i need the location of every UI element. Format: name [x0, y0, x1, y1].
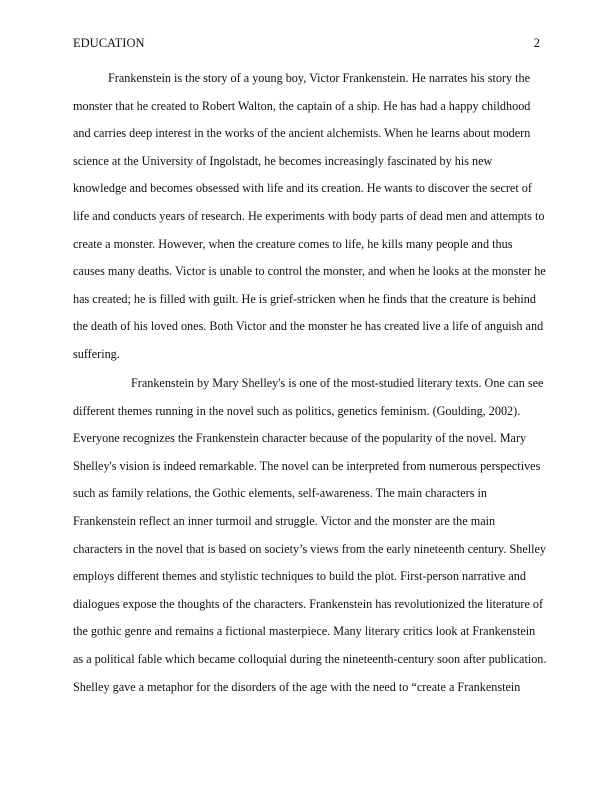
paragraph-line: science at the University of Ingolstadt, he becomes increasingly fascinated by his new [73, 153, 493, 168]
paragraph-line: such as family relations, the Gothic elements, self-awareness. The main characters in [73, 486, 487, 501]
paragraph-line: Frankenstein is the story of a young boy, Victor Frankenstein. He narrates his story the [108, 71, 531, 85]
paragraph-line: different themes running in the novel such as politics, genetics feminism. (Goulding, 2002). [73, 403, 521, 418]
paragraph-line: life and conducts years of research. He experiments with body parts of dead men and attempts to [73, 209, 545, 223]
paragraph-line: dialogues expose the thoughts of the characters. Frankenstein has revolutionized the literature of [73, 596, 544, 611]
paragraph-line: Shelley gave a metaphor for the disorders of the age with the need to “create a Frankenstein [73, 679, 521, 694]
paragraph-line: Shelley's vision is indeed remarkable. The novel can be interpreted from numerous perspectives [73, 458, 541, 473]
paragraph-line: Everyone recognizes the Frankenstein character because of the popularity of the novel. Mary [73, 431, 527, 446]
paragraph-line: create a monster. However, when the creature comes to life, he kills many people and thus [73, 236, 513, 251]
paragraph-line: Frankenstein reflect an inner turmoil and struggle. Victor and the monster are the main [73, 514, 496, 528]
paragraph-line: as a political fable which became colloquial during the nineteenth-century soon after publication. [73, 652, 547, 666]
paragraph-line: monster that he created to Robert Walton, the captain of a ship. He has had a happy childhood [73, 98, 531, 113]
paragraph-line: characters in the novel that is based on society’s views from the early nineteenth century. Shelley [73, 541, 547, 556]
paragraph-line: causes many deaths. Victor is unable to control the monster, and when he looks at the monster he [73, 264, 546, 279]
paragraph-line: Frankenstein by Mary Shelley's is one of the most-studied literary texts. One can see [131, 376, 544, 390]
paragraph-line: and carries deep interest in the works of the ancient alchemists. When he learns about modern [73, 126, 531, 141]
paragraph-line: suffering. [73, 347, 120, 361]
paragraph-line: has created; he is filled with guilt. He is grief-stricken when he finds that the creature is behind [73, 291, 536, 306]
paragraph-line: knowledge and becomes obsessed with life and its creation. He wants to discover the secret of [73, 181, 532, 196]
page-number: 2 [533, 36, 540, 50]
paragraph-line: the death of his loved ones. Both Victor and the monster he has created live a life of anguish and [73, 319, 544, 334]
paragraph-line: the gothic genre and remains a fictional masterpiece. Many literary critics look at Frankenstein [73, 624, 536, 639]
running-head: EDUCATION [73, 36, 145, 50]
paragraph-line: employs different themes and stylistic techniques to build the plot. First-person narrative and [73, 569, 526, 584]
